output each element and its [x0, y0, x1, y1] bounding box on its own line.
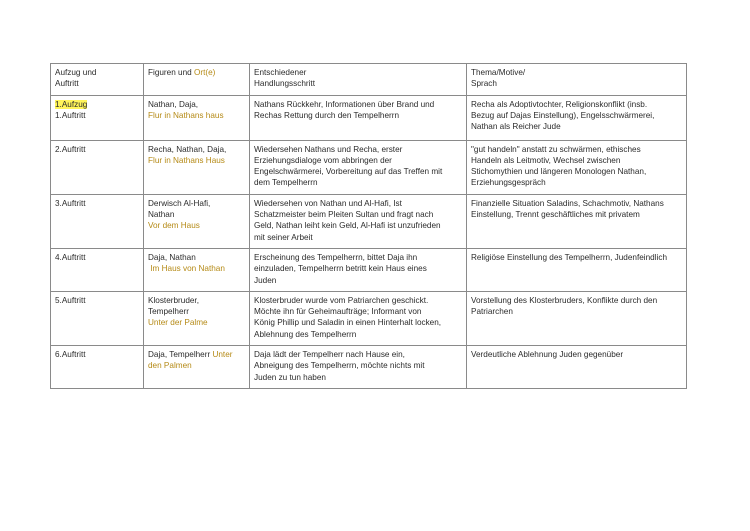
figures-text: Derwisch Al-Hafi, [148, 198, 211, 208]
cell-figures [144, 291, 250, 345]
location-text: den Palmen [148, 361, 192, 371]
cell-figures [144, 194, 250, 248]
action-text: Möchte ihn für Geheimaufträge; Informant von [254, 307, 422, 317]
cell-figures [144, 248, 250, 291]
cell-theme [467, 95, 687, 140]
figures-text: Recha, Nathan, Daja, [148, 144, 227, 154]
action-text: König Phillip und Saladin in einen Hinterhalt locken, [254, 318, 442, 328]
theme-text: Stichomythien und längeren Monologen Nathan, [471, 167, 647, 177]
cell-action [250, 194, 467, 248]
cell-theme [467, 140, 687, 194]
action-text: Wiedersehen Nathans und Recha, erster [254, 144, 403, 154]
cell-figures [144, 140, 250, 194]
action-text: Juden zu tun haben [254, 372, 326, 382]
action-text: Wiedersehen von Nathan und Al-Hafi, Ist [254, 198, 402, 208]
cell-action [250, 248, 467, 291]
figures-text: Daja, Nathan [148, 252, 196, 262]
action-text: Daja lädt der Tempelherr nach Hause ein, [254, 350, 405, 360]
action-text: Ablehnung des Tempelherrn [254, 329, 357, 339]
location-text: Vor dem Haus [148, 221, 200, 231]
scene-label: 1.Auftritt [55, 110, 86, 120]
scene-label: 4.Auftritt [55, 252, 86, 262]
theme-text: Vorstellung des Klosterbruders, Konflikte durch den [471, 295, 658, 305]
header-text: Entschiedener [254, 68, 307, 77]
figures-text: Nathan, Daja, [148, 99, 199, 109]
figures-text: Daja, Tempelherr [148, 350, 213, 360]
figures-text: Klosterbruder, [148, 295, 199, 305]
scene-label: 3.Auftritt [55, 198, 86, 208]
action-text: Juden [254, 275, 277, 285]
header-text: Handlungsschritt [254, 79, 315, 89]
theme-text: Handeln als Leitmotiv, Wechsel zwischen [471, 155, 621, 165]
act-highlight: 1.Aufzug [55, 99, 88, 109]
header-theme [467, 64, 687, 96]
header-action-step [250, 64, 467, 96]
cell-theme [467, 194, 687, 248]
header-text: Aufzug und [55, 68, 97, 77]
theme-text: Finanzielle Situation Saladins, Schachmotiv, Nathans [471, 198, 664, 208]
table-row [51, 291, 687, 345]
location-text: Unter der Palme [148, 318, 208, 328]
cell-action [250, 291, 467, 345]
cell-action [250, 346, 467, 389]
cell-act-scene [51, 291, 144, 345]
cell-action [250, 95, 467, 140]
table-row [51, 140, 687, 194]
action-text: Geld, Nathan leiht kein Geld, Al-Hafi ist unzufrieden [254, 221, 441, 231]
action-text: Abneigung des Tempelherrn, möchte nichts mit [254, 361, 425, 371]
header-location-text: Ort(e) [193, 68, 216, 77]
cell-theme [467, 248, 687, 291]
location-text: Unter [212, 350, 233, 360]
action-text: Rechas Rettung durch den Tempelherrn [254, 110, 400, 120]
theme-text: Recha als Adoptivtochter, Religionskonflikt (insb. [471, 99, 648, 109]
header-figures-location [144, 64, 250, 96]
cell-action [250, 140, 467, 194]
theme-text: Nathan als Reicher Jude [471, 122, 561, 132]
cell-act-scene [51, 248, 144, 291]
theme-text: Verdeutliche Ablehnung Juden gegenüber [471, 350, 624, 360]
theme-text: Einstellung, Trennt geschäftliches mit privatem [471, 210, 640, 220]
action-text: Schatzmeister beim Pleiten Sultan und fragt nach [254, 210, 434, 220]
table-row [51, 248, 687, 291]
scene-label: 5.Auftritt [55, 295, 86, 305]
header-text: Auftritt [55, 79, 79, 89]
cell-theme [467, 346, 687, 389]
table-header-row [51, 64, 687, 96]
cell-act-scene [51, 346, 144, 389]
header-text: Figuren und [148, 68, 194, 77]
action-text: einzuladen, Tempelherrn betritt kein Haus eines [254, 264, 427, 274]
cell-act-scene [51, 194, 144, 248]
cell-act-scene [51, 95, 144, 140]
action-text: Erziehungsdialoge vom abbringen der [254, 155, 392, 165]
scene-label: 2.Auftritt [55, 144, 86, 154]
header-text: Thema/Motive/ [471, 68, 526, 77]
location-text: Flur in Nathans Haus [148, 155, 225, 165]
figures-text: Tempelherr [148, 307, 189, 317]
action-text: Engelschwärmerei, Vorbereitung auf das Treffen mit [254, 167, 443, 177]
cell-theme [467, 291, 687, 345]
header-text: Sprach [471, 79, 497, 89]
header-act-scene [51, 64, 144, 96]
theme-text: "gut handeln" anstatt zu schwärmen, ethisches [471, 144, 641, 154]
action-text: Erscheinung des Tempelherrn, bittet Daja ihn [254, 252, 418, 262]
location-text: Flur in Nathans haus [148, 110, 224, 120]
cell-figures [144, 346, 250, 389]
action-text: dem Tempelherrn [254, 178, 318, 188]
table-row [51, 194, 687, 248]
scene-overview-table [50, 63, 687, 389]
action-text: Nathans Rückkehr, Informationen über Brand und [254, 99, 435, 109]
table-row [51, 95, 687, 140]
theme-text: Patriarchen [471, 307, 513, 317]
figures-text: Nathan [148, 210, 175, 220]
location-text: Im Haus von Nathan [148, 264, 225, 274]
scene-label: 6.Auftritt [55, 350, 86, 360]
table-row [51, 346, 687, 389]
theme-text: Erziehungsgespräch [471, 178, 546, 188]
action-text: Klosterbruder wurde vom Patriarchen geschickt. [254, 295, 429, 305]
cell-act-scene [51, 140, 144, 194]
cell-figures [144, 95, 250, 140]
theme-text: Bezug auf Dajas Einstellung), Engelsschwärmerei, [471, 110, 655, 120]
theme-text: Religiöse Einstellung des Tempelherrn, Judenfeindlich [471, 252, 668, 262]
action-text: mit seiner Arbeit [254, 232, 313, 242]
